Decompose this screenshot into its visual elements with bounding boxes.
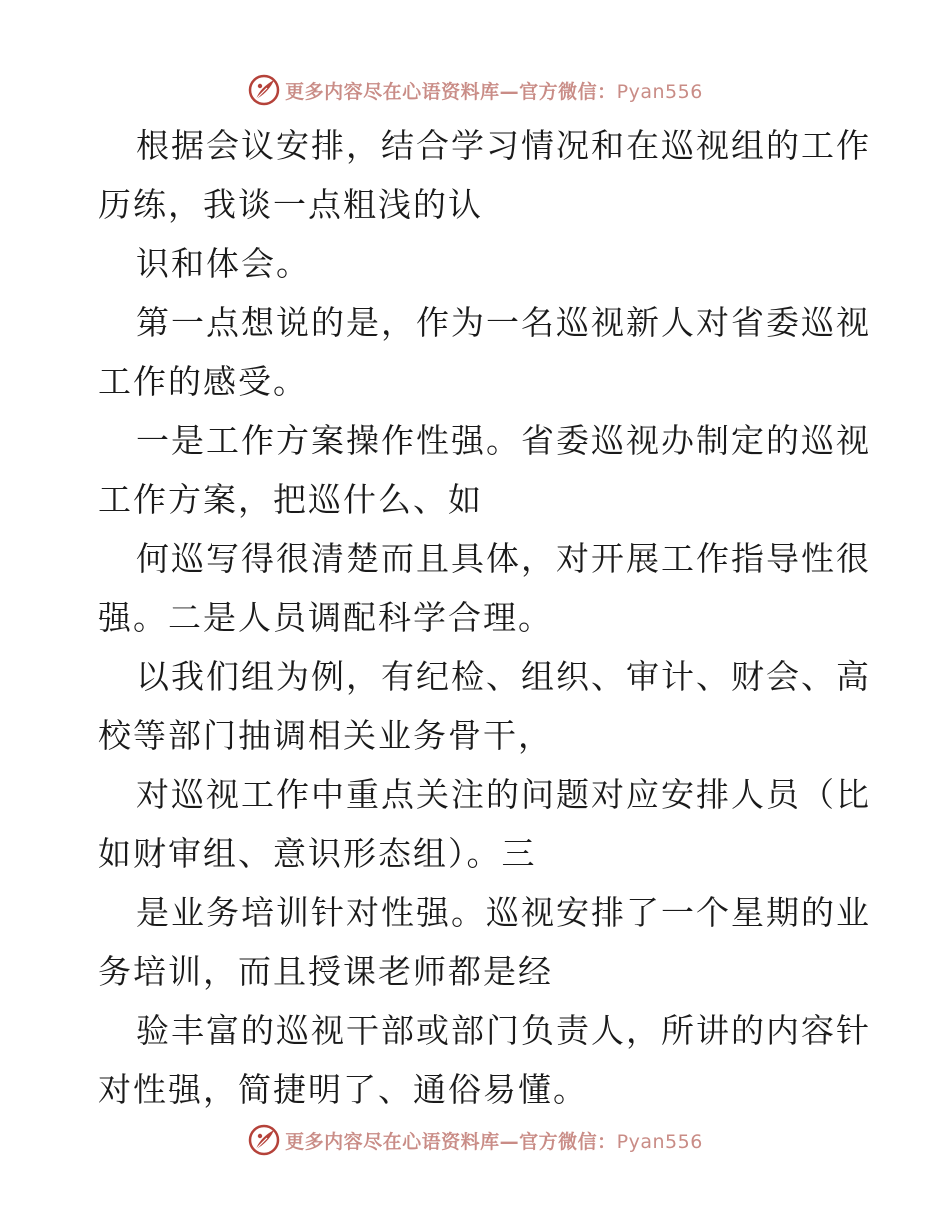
body-text-line: 对性强，简捷明了、通俗易懂。 <box>98 1070 588 1109</box>
body-text-line: 识和体会。 <box>136 244 311 283</box>
banner-text: 更多内容尽在心语资料库—官方微信： <box>285 1130 617 1153</box>
body-text-line: 校等部门抽调相关业务骨干， <box>98 716 553 755</box>
banner-wechat-id: Pyan556 <box>616 80 703 103</box>
body-text-line: 何巡写得很清楚而且具体，对开展工作指导性很 <box>136 539 871 578</box>
body-text-line: 根据会议安排，结合学习情况和在巡视组的工作 <box>136 126 871 165</box>
body-text-line: 验丰富的巡视干部或部门负责人，所讲的内容针 <box>136 1011 871 1050</box>
banner-wechat-id: Pyan556 <box>616 1130 703 1153</box>
header-banner <box>0 70 950 110</box>
body-text-line: 以我们组为例，有纪检、组织、审计、财会、高 <box>136 657 871 696</box>
banner-text: 更多内容尽在心语资料库—官方微信： <box>285 80 617 103</box>
body-text-line: 工作的感受。 <box>98 362 308 401</box>
body-text-line: 是业务培训针对性强。巡视安排了一个星期的业 <box>136 893 871 932</box>
body-text-line: 工作方案，把巡什么、如 <box>98 480 483 519</box>
body-text-line: 历练，我谈一点粗浅的认 <box>98 185 483 224</box>
body-text-line: 如财审组、意识形态组）。三 <box>98 834 537 873</box>
body-text-line: 强。二是人员调配科学合理。 <box>98 598 553 637</box>
body-text-line: 一是工作方案操作性强。省委巡视办制定的巡视 <box>136 421 871 460</box>
document-body <box>98 116 871 1119</box>
feather-pen-logo-icon <box>247 1123 281 1157</box>
footer-banner <box>0 1120 950 1160</box>
body-text-line: 务培训，而且授课老师都是经 <box>98 952 553 991</box>
body-text-line: 第一点想说的是，作为一名巡视新人对省委巡视 <box>136 303 871 342</box>
body-text-line: 对巡视工作中重点关注的问题对应安排人员（比 <box>136 775 871 814</box>
feather-pen-logo-icon <box>247 73 281 107</box>
